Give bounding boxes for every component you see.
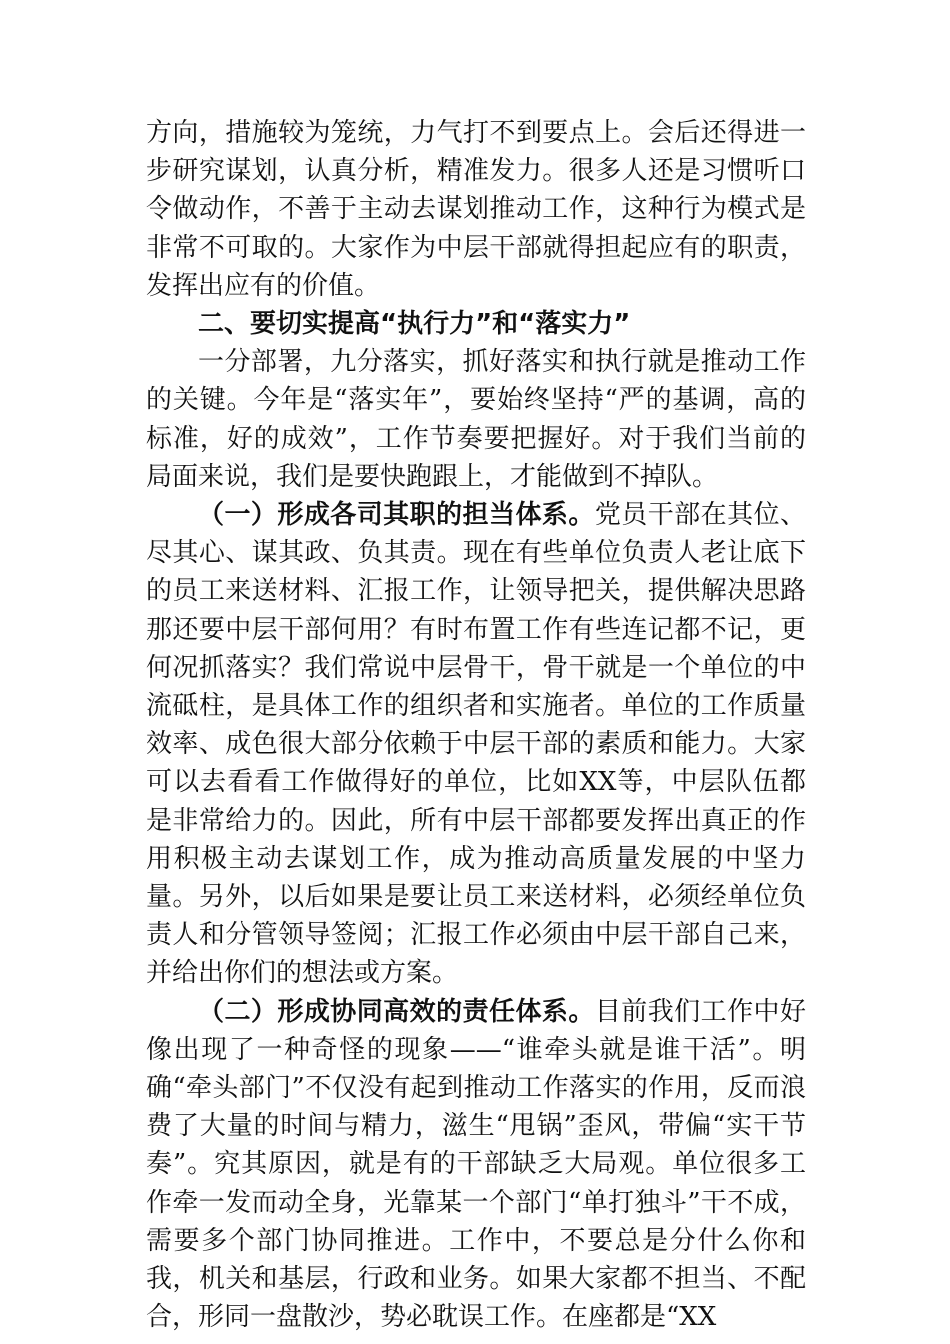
sub-section-2-title: （二）形成协同高效的责任体系。 [198, 996, 595, 1027]
document-page [146, 114, 806, 1337]
body-paragraph-1: 方向，措施较为笼统，力气打不到要点上。会后还得进一步研究谋划，认真分析，精准发力。很多人还是习惯听口令做动作，不善于主动去谋划推动工作，这种行为模式是非常不可取的。大家作为中层干部就得担起应有的职责，发挥出应有的价值。 [146, 118, 806, 301]
section-heading-2: 二、要切实提高“执行力”和“落实力” [198, 309, 631, 340]
sub-section-1-title: （一）形成各司其职的担当体系。 [198, 500, 595, 531]
body-paragraph-2: 一分部署，九分落实，抓好落实和执行就是推动工作的关键。今年是“落实年”，要始终坚持“严的基调，高的标准，好的成效”，工作节奏要把握好。对于我们当前的局面来说，我们是要快跑跟上，才能做到不掉队。 [146, 347, 806, 492]
sub-section-2-body: 目前我们工作中好像出现了一种奇怪的现象——“谁牵头就是谁干活”。明确“牵头部门”不仅没有起到推动工作落实的作用，反而浪费了大量的时间与精力，滋生“甩锅”歪风，带偏“实干节奏”。究其原因，就是有的干部缺乏大局观。单位很多工作牵一发而动全身，光靠某一个部门“单打独斗”干不成，需要多个部门协同推进。工作中，不要总是分什么你和我，机关和基层，行政和业务。如果大家都不担当、不配合，形同一盘散沙，势必耽误工作。在座都是“XX [146, 996, 806, 1333]
sub-section-2 [146, 993, 806, 1337]
sub-section-1-body: 党员干部在其位、尽其心、谋其政、负其责。现在有些单位负责人老让底下的员工来送材料、汇报工作，让领导把关，提供解决思路那还要中层干部何用？有时布置工作有些连记都不记，更何况抓落实？我们常说中层骨干，骨干就是一个单位的中流砥柱，是具体工作的组织者和实施者。单位的工作质量效率、成色很大部分依赖于中层干部的素质和能力。大家可以去看看工作做得好的单位，比如XX等，中层队伍都是非常给力的。因此，所有中层干部都要发挥出真正的作用积极主动去谋划工作，成为推动高质量发展的中坚力量。另外，以后如果是要让员工来送材料，必须经单位负责人和分管领导签阅；汇报工作必须由中层干部自己来，并给出你们的想法或方案。 [146, 500, 806, 989]
sub-section-1 [146, 496, 806, 993]
